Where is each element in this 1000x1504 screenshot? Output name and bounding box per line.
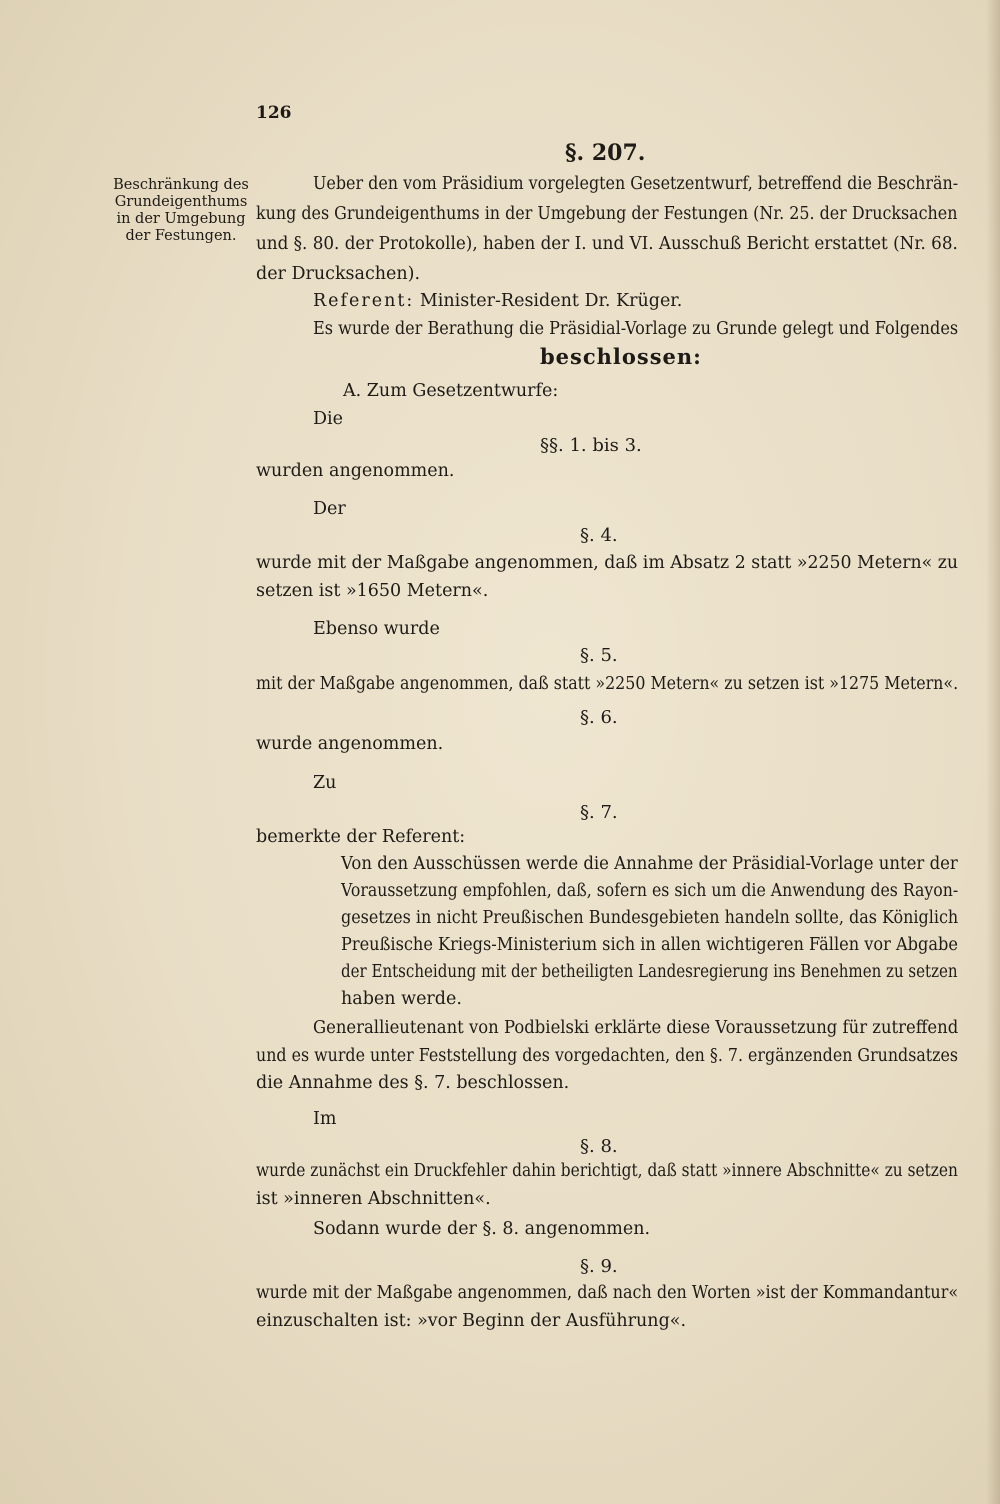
section-ref-6: §. 6. <box>580 707 618 728</box>
quoted-line: haben werde. <box>341 989 462 1009</box>
page-edge-shadow <box>986 0 1000 1504</box>
body-line: Die <box>313 409 343 429</box>
section-ref-8: §. 8. <box>580 1136 618 1157</box>
body-line: Der <box>313 499 346 519</box>
body-line: ist »inneren Abschnitten«. <box>256 1189 491 1209</box>
body-line: wurde mit der Maßgabe angenommen, daß nach den Worten »ist der Kommandantur« <box>256 1283 959 1303</box>
resolution-heading: beschlossen: <box>540 344 702 369</box>
quoted-line: Preußische Kriegs-Ministerium sich in allen wichtigeren Fällen vor Abgabe <box>341 935 958 955</box>
margin-note-line: Beschränkung des <box>113 177 249 193</box>
referent-label: Referent: <box>313 291 415 311</box>
margin-note-line: Grundeigenthums <box>114 194 248 210</box>
body-line: wurde zunächst ein Druckfehler dahin berichtigt, daß statt »innere Abschnitte« zu setzen <box>256 1161 958 1181</box>
body-line: Im <box>313 1109 337 1129</box>
quoted-line: der Entscheidung mit der betheiligten Landesregierung ins Benehmen zu setzen <box>341 962 958 982</box>
page-number: 126 <box>256 103 292 123</box>
body-line: die Annahme des §. 7. beschlossen. <box>256 1073 570 1093</box>
section-ref-1-3: §§. 1. bis 3. <box>540 435 642 456</box>
referent-name: Minister-Resident Dr. Krüger. <box>419 291 683 311</box>
section-ref-4: §. 4. <box>580 525 618 546</box>
margin-note <box>111 177 251 245</box>
margin-note-line: der Festungen. <box>125 228 237 244</box>
body-line: kung des Grundeigenthums in der Umgebung der Festungen (Nr. 25. der Drucksachen <box>256 204 958 224</box>
body-line: Generallieutenant von Podbielski erklärte diese Voraussetzung für zutreffend <box>313 1018 959 1038</box>
body-line: wurden angenommen. <box>256 461 455 481</box>
section-ref-5: §. 5. <box>580 645 618 666</box>
quoted-line: Von den Ausschüssen werde die Annahme der Präsidial-Vorlage unter der <box>341 854 958 874</box>
body-line: mit der Maßgabe angenommen, daß statt »2250 Metern« zu setzen ist »1275 Metern«. <box>256 674 959 694</box>
section-ref-7: §. 7. <box>580 802 618 823</box>
body-line: Zu <box>313 773 337 793</box>
margin-note-line: in der Umgebung <box>116 211 246 227</box>
section-heading-207: §. 207. <box>565 140 646 166</box>
body-line: Sodann wurde der §. 8. angenommen. <box>313 1219 651 1239</box>
quoted-line: gesetzes in nicht Preußischen Bundesgebieten handeln sollte, das Königlich <box>341 908 959 928</box>
body-line: wurde mit der Maßgabe angenommen, daß im Absatz 2 statt »2250 Metern« zu <box>256 553 959 573</box>
referent-line <box>313 290 682 312</box>
body-line: setzen ist »1650 Metern«. <box>256 581 489 601</box>
body-line: und §. 80. der Protokolle), haben der I. und VI. Ausschuß Bericht erstattet (Nr. 68. <box>256 234 958 254</box>
body-line: und es wurde unter Feststellung des vorgedachten, den §. 7. ergänzenden Grundsatzes <box>256 1046 958 1066</box>
body-line: einzuschalten ist: »vor Beginn der Ausführung«. <box>256 1311 687 1331</box>
section-ref-9: §. 9. <box>580 1256 618 1277</box>
body-line: Es wurde der Berathung die Präsidial-Vorlage zu Grunde gelegt und Folgendes <box>313 319 959 339</box>
quoted-line: Voraussetzung empfohlen, daß, sofern es sich um die Anwendung des Rayon- <box>341 881 959 901</box>
body-line: bemerkte der Referent: <box>256 827 466 847</box>
body-line: Ebenso wurde <box>313 619 440 639</box>
body-line: Ueber den vom Präsidium vorgelegten Gesetzentwurf, betreffend die Beschrän- <box>313 174 959 194</box>
body-line: wurde angenommen. <box>256 734 444 754</box>
body-line: der Drucksachen). <box>256 264 421 284</box>
subheading-zum-gesetzentwurfe: A. Zum Gesetzentwurfe: <box>343 381 559 401</box>
